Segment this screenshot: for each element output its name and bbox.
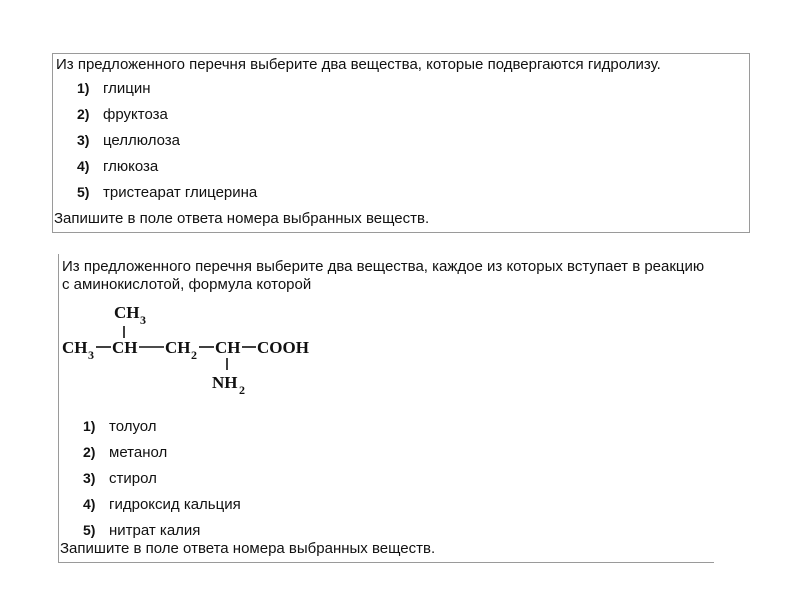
task-2-footer: Запишите в поле ответа номера выбранных веществ. [60, 540, 436, 557]
formula-c4: CH [215, 338, 241, 357]
formula-c3-sub: 2 [191, 348, 197, 362]
task-2-options [83, 418, 241, 548]
option-text: стирол [109, 470, 157, 487]
option-number: 2) [83, 444, 96, 460]
option-text: метанол [109, 444, 168, 461]
task-2-card [58, 254, 714, 563]
task-1-option-5[interactable] [77, 184, 749, 210]
task-1-option-2[interactable] [77, 106, 749, 132]
option-text: гидроксид кальция [109, 496, 241, 513]
formula-c1: CH [62, 338, 88, 357]
task-2-option-4[interactable] [83, 496, 241, 522]
formula-c2: CH [112, 338, 138, 357]
task-1-card [52, 53, 750, 233]
option-text: глюкоза [103, 158, 159, 175]
option-text: нитрат калия [109, 522, 201, 539]
option-number: 3) [77, 132, 90, 148]
option-number: 1) [77, 80, 90, 96]
task-1-options [77, 80, 749, 210]
formula-c1-sub: 3 [88, 348, 94, 362]
option-number: 4) [83, 496, 96, 512]
formula-top-group: CH [114, 303, 140, 322]
option-number: 5) [77, 184, 90, 200]
option-number: 4) [77, 158, 90, 174]
option-text: целлюлоза [103, 132, 181, 149]
amino-acid-structural-formula [59, 300, 359, 410]
task-2-option-2[interactable] [83, 444, 241, 470]
option-number: 2) [77, 106, 90, 122]
task-2-question: Из предложенного перечня выберите два вещества, каждое из которых вступает в реакцию с аминокислотой, формула которой [62, 258, 705, 293]
option-text: фруктоза [103, 106, 168, 123]
task-2-option-1[interactable] [83, 418, 241, 444]
task-1-option-1[interactable] [77, 80, 749, 106]
formula-bottom-sub: 2 [239, 383, 245, 397]
task-1-option-4[interactable] [77, 158, 749, 184]
formula-top-sub: 3 [140, 313, 146, 327]
task-1-option-3[interactable] [77, 132, 749, 158]
task-1-footer: Запишите в поле ответа номера выбранных веществ. [54, 210, 430, 227]
task-1-question: Из предложенного перечня выберите два вещества, которые подвергаются гидролизу. [56, 56, 661, 73]
option-text: тристеарат глицерина [103, 184, 258, 201]
option-number: 5) [83, 522, 96, 538]
formula-bottom-group: NH [212, 373, 238, 392]
option-text: толуол [109, 418, 157, 435]
option-number: 1) [83, 418, 96, 434]
task-2-option-3[interactable] [83, 470, 241, 496]
option-text: глицин [103, 80, 151, 97]
option-number: 3) [83, 470, 96, 486]
formula-c3: CH [165, 338, 191, 357]
formula-carboxyl: COOH [257, 338, 309, 357]
